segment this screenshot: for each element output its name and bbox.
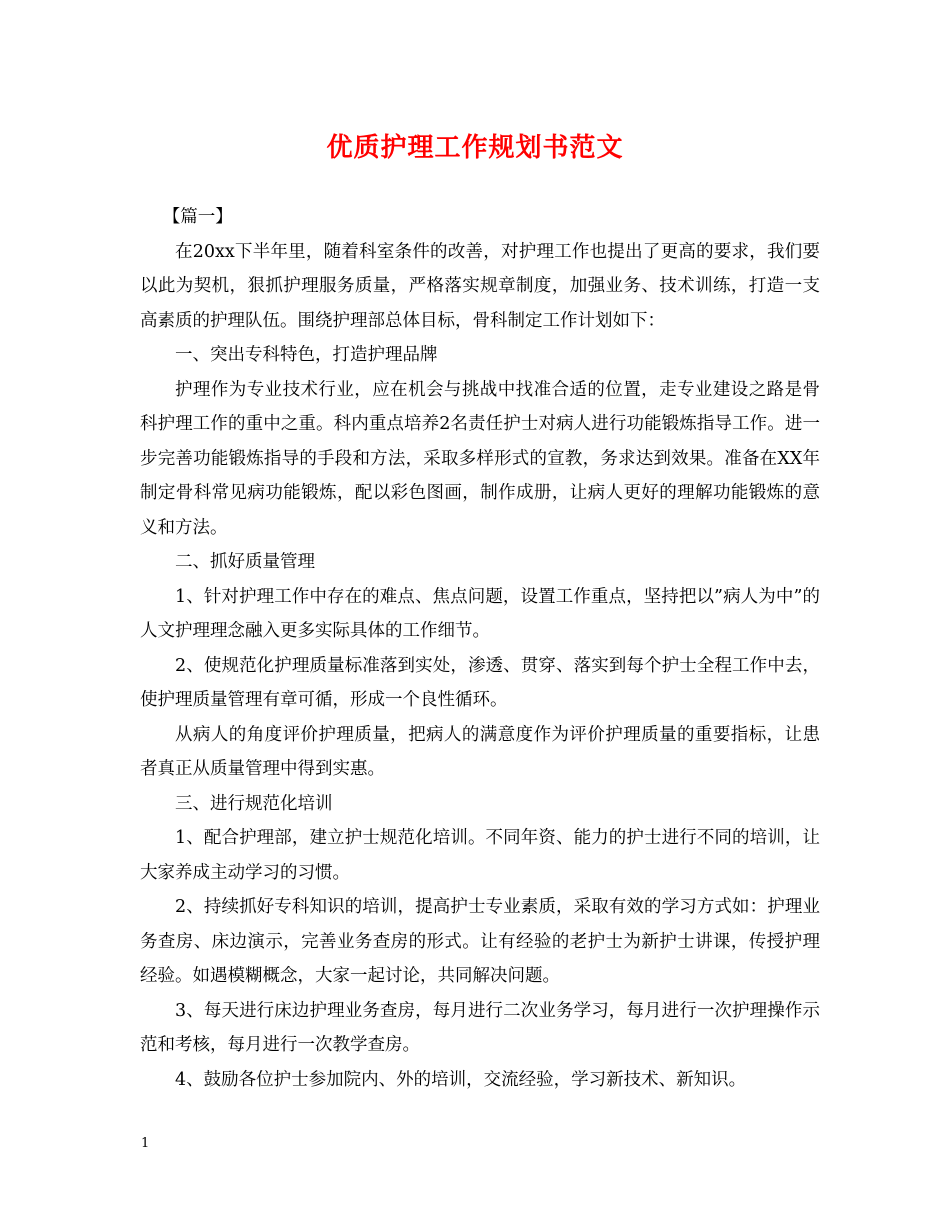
paragraph: 从病人的角度评价护理质量，把病人的满意度作为评价护理质量的重要指标，让患者真正从质量管理中得到实惠。 <box>140 724 820 779</box>
page-number: 1 <box>141 1136 150 1151</box>
section-tag: 【篇一】 <box>162 207 233 227</box>
section-heading: 一、突出专科特色，打造护理品牌 <box>175 345 438 365</box>
paragraph: 1、配合护理部，建立护士规范化培训。不同年资、能力的护士进行不同的培训，让大家养成主动学习的习惯。 <box>140 828 820 883</box>
paragraph: 在20xx下半年里，随着科室条件的改善，对护理工作也提出了更高的要求，我们要以此为契机，狠抓护理服务质量，严格落实规章制度，加强业务、技术训练，打造一支高素质的护理队伍。围绕护理部总体目标，骨科制定工作计划如下： <box>140 241 820 331</box>
paragraph: 护理作为专业技术行业，应在机会与挑战中找准合适的位置，走专业建设之路是骨科护理工作的重中之重。科内重点培养2名责任护士对病人进行功能锻炼指导工作。进一步完善功能锻炼指导的手段和方法，采取多样形式的宣教，务求达到效果。准备在XX年制定骨科常见病功能锻炼，配以彩色图画，制作成册，让病人更好的理解功能锻炼的意义和方法。 <box>140 379 820 538</box>
paragraph: 2、使规范化护理质量标准落到实处，渗透、贯穿、落实到每个护士全程工作中去，使护理质量管理有章可循，形成一个良性循环。 <box>140 655 820 710</box>
paragraph: 4、鼓励各位护士参加院内、外的培训，交流经验，学习新技术、新知识。 <box>175 1069 747 1090</box>
paragraph: 3、每天进行床边护理业务查房，每月进行二次业务学习，每月进行一次护理操作示范和考核，每月进行一次教学查房。 <box>140 1000 820 1055</box>
section-heading: 三、进行规范化培训 <box>175 793 333 814</box>
document-title: 优质护理工作规划书范文 <box>326 133 624 163</box>
document-body <box>140 200 820 1097</box>
section-heading: 二、抓好质量管理 <box>175 552 315 572</box>
paragraph: 1、针对护理工作中存在的难点、焦点问题，设置工作重点，坚持把以”病人为中”的人文护理理念融入更多实际具体的工作细节。 <box>140 586 820 641</box>
paragraph: 2、持续抓好专科知识的培训，提高护士专业素质，采取有效的学习方式如：护理业务查房、床边演示，完善业务查房的形式。让有经验的老护士为新护士讲课，传授护理经验。如遇模糊概念，大家一起讨论，共同解决问题。 <box>140 897 820 986</box>
